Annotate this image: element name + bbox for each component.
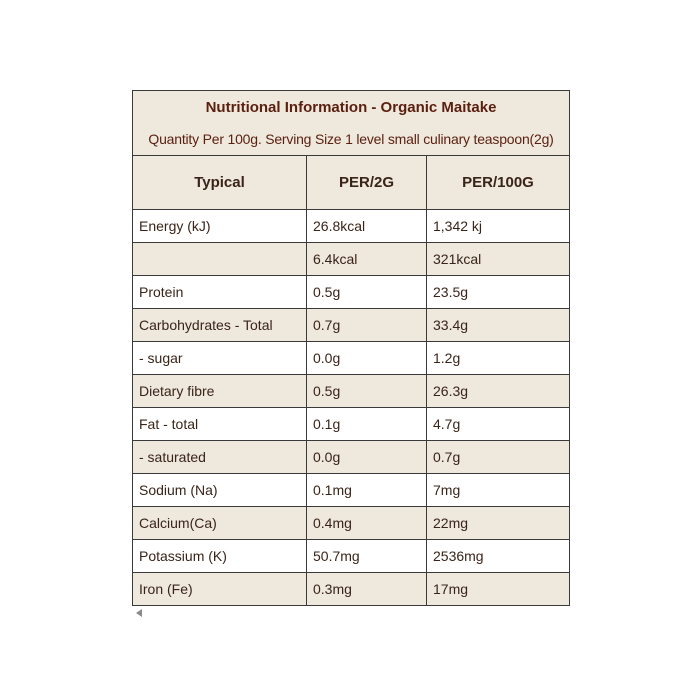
value-per-2g: 0.0g: [307, 441, 427, 474]
table-row: [133, 540, 570, 573]
value-per-2g: 50.7mg: [307, 540, 427, 573]
nutrition-table-container: [132, 90, 569, 606]
table-row: [133, 210, 570, 243]
value-per-2g: 26.8kcal: [307, 210, 427, 243]
nutrient-name: [133, 243, 307, 276]
nutrient-name: - saturated: [133, 441, 307, 474]
table-row: [133, 342, 570, 375]
nutrient-name: - sugar: [133, 342, 307, 375]
value-per-2g: 6.4kcal: [307, 243, 427, 276]
table-row: [133, 375, 570, 408]
table-row: [133, 243, 570, 276]
nutrient-name: Carbohydrates - Total: [133, 309, 307, 342]
triangle-left-icon[interactable]: [136, 609, 142, 617]
table-row: [133, 474, 570, 507]
table-row: [133, 507, 570, 540]
value-per-100g: 33.4g: [427, 309, 570, 342]
table-row: [133, 309, 570, 342]
table-title-row: [133, 91, 570, 124]
value-per-100g: 4.7g: [427, 408, 570, 441]
value-per-2g: 0.3mg: [307, 573, 427, 606]
table-row: [133, 573, 570, 606]
value-per-100g: 0.7g: [427, 441, 570, 474]
value-per-2g: 0.5g: [307, 375, 427, 408]
value-per-2g: 0.4mg: [307, 507, 427, 540]
nutrient-name: Protein: [133, 276, 307, 309]
nutrient-name: Sodium (Na): [133, 474, 307, 507]
value-per-2g: 0.1g: [307, 408, 427, 441]
nutrition-table: [132, 90, 570, 606]
nutrient-name: Iron (Fe): [133, 573, 307, 606]
nutrient-name: Potassium (K): [133, 540, 307, 573]
value-per-100g: 1.2g: [427, 342, 570, 375]
nutrient-name: Dietary fibre: [133, 375, 307, 408]
value-per-100g: 1,342 kj: [427, 210, 570, 243]
table-title: Nutritional Information - Organic Maitake: [133, 91, 570, 124]
value-per-2g: 0.0g: [307, 342, 427, 375]
nutrient-name: Energy (kJ): [133, 210, 307, 243]
column-header-per-2g: PER/2G: [307, 156, 427, 210]
table-subtitle-row: [133, 123, 570, 156]
table-subtitle: Quantity Per 100g. Serving Size 1 level small culinary teaspoon(2g): [133, 123, 570, 156]
column-header-typical: Typical: [133, 156, 307, 210]
value-per-100g: 2536mg: [427, 540, 570, 573]
column-header-per-100g: PER/100G: [427, 156, 570, 210]
table-row: [133, 276, 570, 309]
value-per-100g: 26.3g: [427, 375, 570, 408]
nutrient-name: Calcium(Ca): [133, 507, 307, 540]
table-header-row: [133, 156, 570, 210]
value-per-2g: 0.7g: [307, 309, 427, 342]
nutrient-name: Fat - total: [133, 408, 307, 441]
value-per-100g: 321kcal: [427, 243, 570, 276]
value-per-100g: 7mg: [427, 474, 570, 507]
value-per-100g: 23.5g: [427, 276, 570, 309]
table-row: [133, 408, 570, 441]
table-row: [133, 441, 570, 474]
value-per-2g: 0.5g: [307, 276, 427, 309]
value-per-100g: 22mg: [427, 507, 570, 540]
horizontal-scrollbar[interactable]: [132, 606, 569, 620]
value-per-100g: 17mg: [427, 573, 570, 606]
value-per-2g: 0.1mg: [307, 474, 427, 507]
